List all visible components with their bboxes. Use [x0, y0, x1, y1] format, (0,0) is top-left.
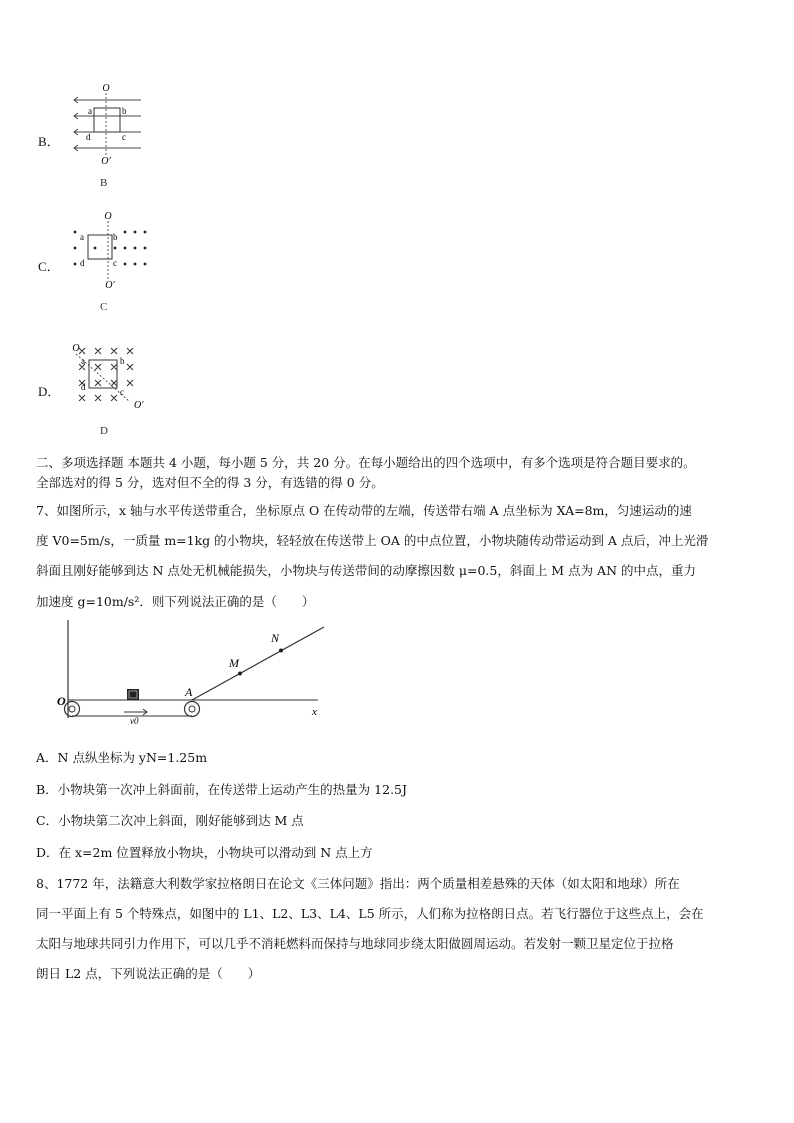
- q7-option-b: B．小物块第一次冲上斜面前，在传送带上运动产生的热量为 12.5J: [36, 782, 408, 797]
- q8-text-line-3: 太阳与地球共同引力作用下，可以几乎不消耗燃料而保持与地球同步绕太阳做圆周运动。若发射一颗卫星定位于拉格: [36, 936, 674, 951]
- option-d-label: D．: [38, 384, 61, 399]
- q8-text-line-4: 朗日 L2 点，下列说法正确的是（ ）: [36, 966, 261, 981]
- figure-d-corner-c: c: [120, 387, 124, 397]
- figure-b-caption: B: [100, 177, 108, 189]
- q7-text-line-4: 加速度 g=10m/s²．则下列说法正确的是（ ）: [36, 594, 315, 609]
- figure-d-caption: D: [100, 425, 108, 437]
- figure-d-diagram: [68, 340, 150, 410]
- q7-option-c: C．小物块第二次冲上斜面，刚好能够到达 M 点: [36, 813, 304, 828]
- q7-label-x: x: [312, 706, 317, 718]
- q7-option-d: D．在 x=2m 位置释放小物块，小物块可以滑动到 N 点上方: [36, 845, 373, 860]
- figure-c-corner-a: a: [80, 232, 84, 242]
- figure-b-corner-c: c: [122, 132, 126, 142]
- q7-label-N: N: [271, 631, 280, 645]
- figure-b-axis-top: O: [102, 83, 110, 94]
- q7-text-line-3: 斜面且刚好能够到达 N 点处无机械能损失，小物块与传送带间的动摩擦因数 μ=0.5，斜面上 M 点为 AN 的中点，重力: [36, 563, 696, 578]
- figure-c-caption: C: [100, 301, 108, 313]
- q7-label-A: A: [185, 685, 193, 699]
- figure-d-axis-bottom: O′: [134, 400, 144, 410]
- figure-b-diagram: [66, 80, 146, 166]
- figure-c-corner-c: c: [113, 258, 117, 268]
- figure-c-corner-d: d: [80, 258, 85, 268]
- figure-b-corner-b: b: [122, 106, 127, 116]
- q8-text-line-1: 8、1772 年，法籍意大利数学家拉格朗日在论文《三体问题》指出：两个质量相差悬殊的天体（如太阳和地球）所在: [36, 876, 680, 891]
- figure-c-diagram: [68, 208, 152, 290]
- figure-d-corner-b: b: [120, 356, 125, 366]
- figure-b-corner-d: d: [86, 132, 91, 142]
- figure-d-corner-d: d: [81, 382, 86, 392]
- figure-d-corner-a: a: [81, 356, 85, 366]
- q7-text-line-1: 7、如图所示，x 轴与水平传送带重合，坐标原点 O 在传动带的左端，传送带右端 A 点坐标为 XA=8m，匀速运动的速: [36, 503, 692, 518]
- figure-c-corner-b: b: [113, 232, 118, 242]
- q7-option-a: A．N 点纵坐标为 yN=1.25m: [36, 750, 208, 765]
- section-header-line-1: 二、多项选择题 本题共 4 小题，每小题 5 分，共 20 分。在每小题给出的四个选项中，有多个选项是符合题目要求的。: [36, 455, 696, 470]
- figure-c-axis-top: O: [104, 211, 112, 222]
- figure-c-axis-bottom: O′: [105, 280, 115, 290]
- figure-b-axis-bottom: O′: [101, 156, 111, 166]
- option-b-label: B．: [38, 134, 60, 149]
- q7-conveyor-diagram: [52, 618, 342, 724]
- figure-d-axis-top: O: [72, 343, 80, 354]
- section-header-line-2: 全部选对的得 5 分，选对但不全的得 3 分，有选错的得 0 分。: [36, 475, 384, 490]
- q7-label-v0: v0: [130, 716, 139, 724]
- figure-b-corner-a: a: [88, 106, 92, 116]
- q7-text-line-2: 度 V0=5m/s，一质量 m=1kg 的小物块，轻轻放在传送带上 OA 的中点位置，小物块随传动带运动到 A 点后，冲上光滑: [36, 533, 709, 548]
- q7-label-O: O: [57, 694, 66, 708]
- q7-label-M: M: [229, 656, 239, 670]
- option-c-label: C．: [38, 259, 60, 274]
- q8-text-line-2: 同一平面上有 5 个特殊点，如图中的 L1、L2、L3、L4、L5 所示，人们称为拉格朗日点。若飞行器位于这些点上，会在: [36, 906, 704, 921]
